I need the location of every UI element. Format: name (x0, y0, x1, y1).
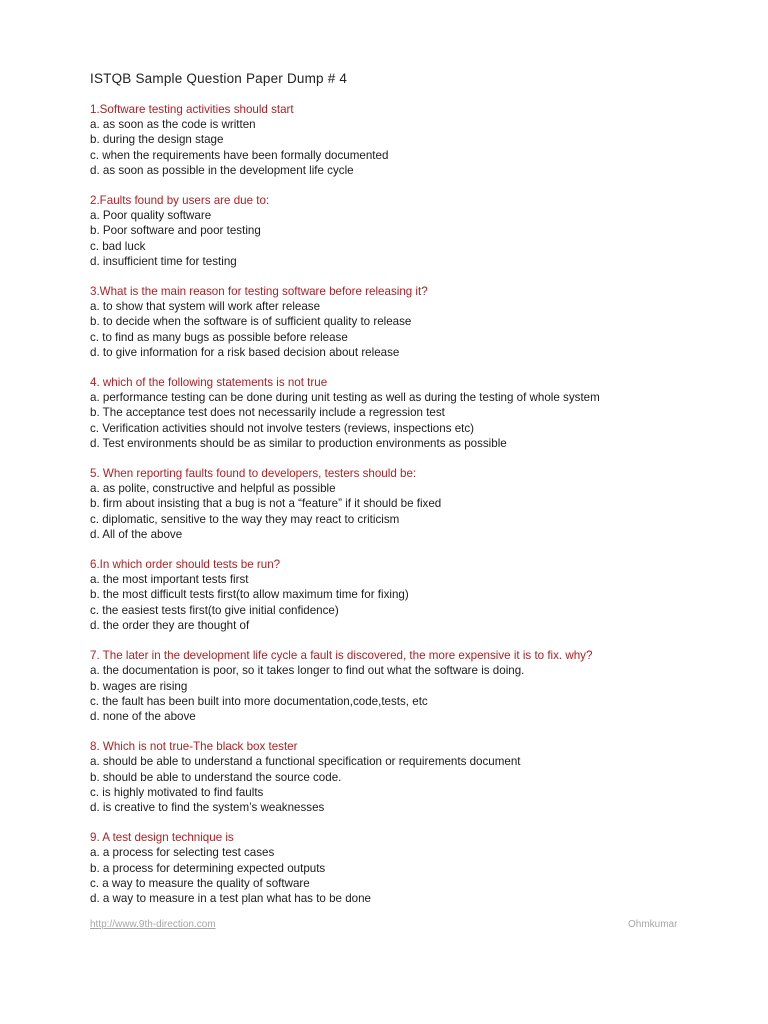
answer-option: c. the fault has been built into more documentation,code,tests, etc (90, 694, 428, 708)
answer-option: b. wages are rising (90, 679, 188, 693)
answer-option: d. Test environments should be as similar to production environments as possible (90, 436, 507, 450)
question-block (90, 648, 730, 724)
answer-option: b. firm about insisting that a bug is not a “feature” if it should be fixed (90, 497, 442, 511)
answer-option: a. should be able to understand a functional specification or requirements document (90, 755, 521, 769)
answer-option: a. as soon as the code is written (90, 118, 256, 132)
answer-option: a. to show that system will work after release (90, 300, 321, 314)
question-block (90, 739, 730, 815)
answer-option: c. when the requirements have been formally documented (90, 148, 389, 162)
answer-option: b. Poor software and poor testing (90, 224, 261, 238)
answer-option: d. insufficient time for testing (90, 254, 237, 268)
answer-option: c. a way to measure the quality of software (90, 876, 310, 890)
answer-option: b. during the design stage (90, 133, 224, 147)
question-block (90, 284, 730, 360)
question-block (90, 557, 730, 633)
question-text: 7. The later in the development life cycle a fault is discovered, the more expensive it is to fix. why? (90, 649, 593, 663)
answer-option: b. a process for determining expected outputs (90, 861, 326, 875)
question-text: 3.What is the main reason for testing software before releasing it? (90, 285, 428, 299)
question-block (90, 193, 730, 269)
answer-option: c. bad luck (90, 239, 146, 253)
answer-option: d. the order they are thought of (90, 618, 250, 632)
answer-option: c. the easiest tests first(to give initial confidence) (90, 603, 339, 617)
question-text: 5. When reporting faults found to developers, testers should be: (90, 467, 417, 481)
question-text: 8. Which is not true-The black box tester (90, 740, 298, 754)
answer-option: b. the most difficult tests first(to allow maximum time for fixing) (90, 588, 409, 602)
question-block (90, 102, 730, 178)
answer-option: c. Verification activities should not involve testers (reviews, inspections etc) (90, 421, 475, 435)
answer-option: d. to give information for a risk based decision about release (90, 345, 400, 359)
page-title: ISTQB Sample Question Paper Dump # 4 (90, 71, 348, 86)
answer-option: c. to find as many bugs as possible before release (90, 330, 348, 344)
question-block (90, 830, 730, 906)
answer-option: c. is highly motivated to find faults (90, 785, 264, 799)
question-text: 6.In which order should tests be run? (90, 558, 281, 572)
answer-option: b. to decide when the software is of sufficient quality to release (90, 315, 412, 329)
answer-option: d. as soon as possible in the development life cycle (90, 163, 354, 177)
footer-author: Ohmkumar (628, 919, 678, 930)
answer-option: d. All of the above (90, 527, 183, 541)
answer-option: a. as polite, constructive and helpful as possible (90, 482, 336, 496)
answer-option: d. is creative to find the system’s weaknesses (90, 800, 325, 814)
answer-option: b. The acceptance test does not necessarily include a regression test (90, 406, 445, 420)
question-list (90, 102, 730, 921)
question-block (90, 466, 730, 542)
question-text: 9. A test design technique is (90, 831, 234, 845)
answer-option: a. the most important tests first (90, 573, 249, 587)
answer-option: a. the documentation is poor, so it takes longer to find out what the software is doing. (90, 664, 525, 678)
answer-option: d. a way to measure in a test plan what has to be done (90, 891, 372, 905)
question-text: 1.Software testing activities should start (90, 103, 294, 116)
answer-option: a. Poor quality software (90, 209, 212, 223)
answer-option: a. a process for selecting test cases (90, 846, 275, 860)
answer-option: b. should be able to understand the source code. (90, 770, 342, 784)
footer-link[interactable]: http://www.9th-direction.com (90, 919, 216, 930)
question-text: 4. which of the following statements is not true (90, 376, 328, 390)
answer-option: a. performance testing can be done during unit testing as well as during the testing of whole system (90, 391, 600, 405)
answer-option: c. diplomatic, sensitive to the way they may react to criticism (90, 512, 400, 526)
question-text: 2.Faults found by users are due to: (90, 194, 270, 208)
answer-option: d. none of the above (90, 709, 196, 723)
question-block (90, 375, 730, 451)
